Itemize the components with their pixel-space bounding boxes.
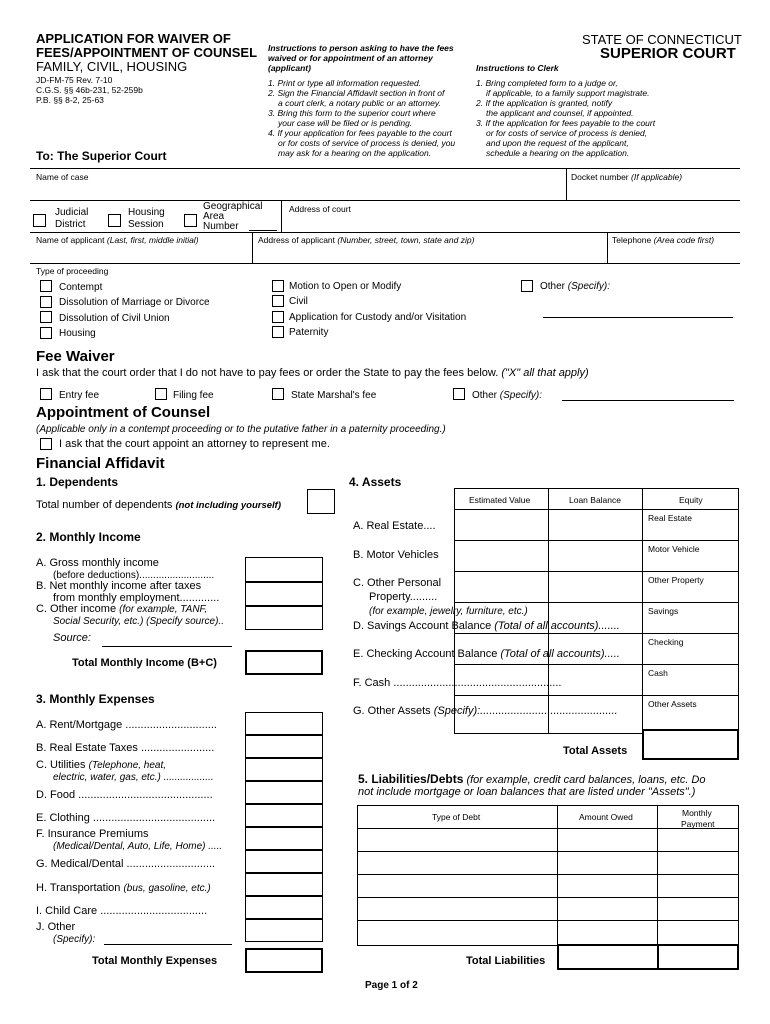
exp-j-label: J. Other — [36, 921, 76, 933]
housing-label: Housing — [128, 207, 165, 218]
geo-label-2: Area — [203, 211, 225, 222]
other-proceeding-label: Other (Specify): — [540, 281, 611, 292]
counsel-checkbox[interactable] — [40, 438, 52, 450]
equity-label-motor-vehicle: Motor Vehicle — [648, 544, 700, 554]
court-label: SUPERIOR COURT — [600, 45, 736, 62]
exp-a-label: A. Rent/Mortgage .............................. — [36, 719, 217, 731]
grid-line — [357, 897, 739, 898]
asset-c-sub: Property......... — [369, 591, 438, 603]
form-title-line2: FEES/APPOINTMENT OF COUNSEL — [36, 45, 258, 60]
income-source-label: Source: — [53, 632, 91, 644]
counsel-ask: I ask that the court appoint an attorney to represent me. — [59, 438, 330, 450]
grid-line — [252, 232, 253, 263]
exp-j-sub: (Specify): — [53, 934, 96, 945]
exp-d-label: D. Food ............................................ — [36, 789, 213, 801]
docket-field[interactable] — [568, 182, 738, 200]
income-a-label: A. Gross monthly income — [36, 557, 159, 569]
total-liab-monthly-field[interactable] — [660, 946, 737, 968]
dissolution-civil-checkbox[interactable] — [40, 311, 52, 323]
form-pb: P.B. §§ 8-2, 25-63 — [36, 95, 104, 105]
applicant-name-label: Name of applicant (Last, first, middle initial) — [36, 235, 199, 245]
grid-line — [557, 805, 558, 946]
grid-line — [566, 168, 567, 200]
col-monthly-2: Payment — [681, 819, 715, 829]
assets-title: 4. Assets — [349, 475, 402, 489]
income-b-label: B. Net monthly income after taxes — [36, 580, 202, 592]
contempt-label: Contempt — [59, 282, 103, 293]
filing-fee-label: Filing fee — [173, 390, 214, 401]
col-monthly-1: Monthly — [682, 808, 712, 818]
dissolution-civil-label: Dissolution of Civil Union — [59, 313, 170, 324]
paternity-checkbox[interactable] — [272, 326, 284, 338]
other-fee-label: Other (Specify): — [472, 390, 543, 401]
exp-e-box[interactable] — [245, 804, 323, 827]
exp-g-box[interactable] — [245, 850, 323, 873]
civil-checkbox[interactable] — [272, 295, 284, 307]
entry-fee-checkbox[interactable] — [40, 388, 52, 400]
exp-f-label: F. Insurance Premiums — [36, 828, 149, 840]
case-name-label: Name of case — [36, 172, 89, 182]
instr-clerk-7: and upon the request of the applicant, — [486, 138, 629, 148]
grid-line — [454, 602, 739, 603]
telephone-field[interactable] — [609, 246, 738, 262]
grid-line — [30, 232, 740, 233]
total-liab-label: Total Liabilities — [466, 955, 546, 967]
grid-line — [642, 488, 643, 734]
exp-b-box[interactable] — [245, 735, 323, 758]
other-fee-line[interactable] — [562, 400, 734, 401]
docket-label: Docket number (If applicable) — [571, 172, 683, 182]
liab-hint: not include mortgage or loan balances that are listed under "Assets".) — [358, 786, 696, 798]
income-b-sub: from monthly employment............. — [53, 592, 220, 604]
instr-person-5: your case will be filed or is pending. — [278, 118, 413, 128]
instr-clerk-5: 3. If the application for fees payable to the court — [476, 118, 656, 128]
case-name-field[interactable] — [32, 182, 562, 200]
income-a-box[interactable] — [245, 557, 323, 582]
fee-waiver-text: I ask that the court order that I do not have to pay fees or order the State to pay the fees below. ("X" all that apply) — [36, 367, 589, 379]
col-loan: Loan Balance — [569, 495, 621, 505]
income-c-box[interactable] — [245, 606, 323, 630]
grid-line — [454, 509, 739, 510]
grid-line — [30, 263, 740, 264]
filing-fee-checkbox[interactable] — [155, 388, 167, 400]
grid-line — [657, 805, 658, 946]
total-assets-label: Total Assets — [563, 745, 628, 757]
exp-c-label: C. Utilities (Telephone, heat, — [36, 759, 167, 771]
instr-clerk-4: the applicant and counsel, if appointed. — [486, 108, 634, 118]
exp-h-box[interactable] — [245, 873, 323, 896]
grid-line — [454, 695, 739, 696]
instr-clerk-title: Instructions to Clerk — [476, 63, 559, 73]
judicial-district-checkbox[interactable] — [33, 214, 46, 227]
state-label: STATE OF CONNECTICUT — [582, 32, 742, 47]
form-cgs: C.G.S. §§ 46b-231, 52-259b — [36, 85, 143, 95]
geo-label-1: Geographical — [203, 201, 263, 212]
custody-label: Application for Custody and/or Visitation — [289, 312, 467, 323]
grid-line — [281, 200, 282, 232]
equity-label-cash: Cash — [648, 668, 668, 678]
grid-line — [657, 945, 659, 969]
exp-f-sub: (Medical/Dental, Auto, Life, Home) ..... — [53, 841, 223, 852]
income-total-box[interactable] — [245, 650, 323, 675]
housing-session-checkbox[interactable] — [108, 214, 121, 227]
asset-a-label: A. Real Estate.... — [353, 520, 436, 532]
housing-proceeding-label: Housing — [59, 328, 96, 339]
income-title: 2. Monthly Income — [36, 530, 141, 544]
custody-checkbox[interactable] — [272, 311, 284, 323]
instr-clerk-6: or for costs of service of process is denied, — [486, 128, 648, 138]
motion-label: Motion to Open or Modify — [289, 281, 402, 292]
counsel-title: Appointment of Counsel — [36, 404, 211, 421]
form-id: JD-FM-75 Rev. 7-10 — [36, 75, 113, 85]
grid-line — [548, 488, 549, 734]
equity-label-other-property: Other Property — [648, 575, 704, 585]
dependents-title: 1. Dependents — [36, 475, 119, 489]
instr-person-title: Instructions to person asking to have the fees waived or for appointment of an attorney (applicant) — [268, 43, 454, 73]
instr-person-4: 3. Bring this form to the superior court where — [268, 108, 436, 118]
exp-b-label: B. Real Estate Taxes ........................ — [36, 742, 215, 754]
housing-proceeding-checkbox[interactable] — [40, 327, 52, 339]
col-owed: Amount Owed — [579, 812, 633, 822]
dissolution-marriage-label: Dissolution of Marriage or Divorce — [59, 297, 210, 308]
total-assets-box[interactable] — [642, 729, 739, 760]
contempt-checkbox[interactable] — [40, 280, 52, 292]
other-proceeding-checkbox[interactable] — [521, 280, 533, 292]
col-type: Type of Debt — [432, 812, 481, 822]
district-label: District — [55, 219, 86, 230]
exp-c-box[interactable] — [245, 758, 323, 781]
page-number: Page 1 of 2 — [365, 980, 418, 991]
grid-line — [607, 232, 608, 263]
asset-c-label: C. Other Personal — [353, 577, 442, 589]
geo-number-line[interactable] — [249, 230, 277, 231]
instr-person-6: 4. If your application for fees payable to the court — [268, 128, 452, 138]
asset-f-label: F. Cash ....................................................... — [353, 677, 562, 689]
court-address-field[interactable] — [284, 214, 738, 232]
paternity-label: Paternity — [289, 327, 329, 338]
total-liab-owed-field[interactable] — [559, 946, 655, 968]
grid-line — [357, 874, 739, 875]
income-b-box[interactable] — [245, 582, 323, 606]
income-total-label: Total Monthly Income (B+C) — [72, 657, 217, 669]
exp-c-sub: electric, water, gas, etc.) .................. — [53, 772, 214, 783]
asset-b-label: B. Motor Vehicles — [353, 549, 439, 561]
judicial-label: Judicial — [55, 207, 89, 218]
applicant-address-field[interactable] — [254, 246, 604, 262]
civil-label: Civil — [289, 296, 308, 307]
instr-person-1: 1. Print or type all information requested. — [268, 78, 422, 88]
dependents-box[interactable] — [307, 489, 335, 514]
equity-label-savings: Savings — [648, 606, 679, 616]
instr-person-7: or for costs of service of process is denied, you — [278, 138, 456, 148]
asset-d-label: D. Savings Account Balance (Total of all accounts)....... — [353, 620, 620, 632]
other-fee-checkbox[interactable] — [453, 388, 465, 400]
exp-e-label: E. Clothing ........................................ — [36, 812, 216, 824]
asset-g-label: G. Other Assets (Specify):............................................. — [353, 705, 618, 717]
to-court: To: The Superior Court — [36, 149, 167, 163]
col-estimated: Estimated Value — [469, 495, 531, 505]
equity-label-other-assets: Other Assets — [648, 699, 697, 709]
income-source-line[interactable] — [102, 646, 232, 647]
proceeding-label: Type of proceeding — [36, 266, 109, 276]
geo-label-3: Number — [203, 221, 239, 232]
exp-total-box[interactable] — [245, 948, 323, 973]
form-title-line1: APPLICATION FOR WAIVER OF — [36, 31, 231, 46]
instr-clerk-3: 2. If the application is granted, notify — [476, 98, 613, 108]
fee-waiver-title: Fee Waiver — [36, 348, 115, 365]
applicant-address-label: Address of applicant (Number, street, town, state and zip) — [258, 235, 475, 245]
instr-person-2: 2. Sign the Financial Affidavit section in front of — [268, 88, 445, 98]
grid-line — [454, 633, 739, 634]
telephone-label: Telephone (Area code first) — [612, 235, 715, 245]
grid-line — [30, 168, 740, 169]
equity-label-real-estate: Real Estate — [648, 513, 692, 523]
exp-h-label: H. Transportation (bus, gasoline, etc.) — [36, 882, 211, 894]
col-equity: Equity — [679, 495, 703, 505]
exp-g-label: G. Medical/Dental ............................. — [36, 858, 216, 870]
motion-checkbox[interactable] — [272, 280, 284, 292]
court-address-label: Address of court — [289, 204, 351, 214]
exp-i-box[interactable] — [245, 896, 323, 919]
session-label: Session — [128, 219, 164, 230]
form-title-line3: FAMILY, CIVIL, HOUSING — [36, 59, 188, 74]
dependents-text: Total number of dependents (not including yourself) — [36, 499, 281, 511]
asset-e-label: E. Checking Account Balance (Total of all accounts)..... — [353, 648, 620, 660]
applicant-name-field[interactable] — [32, 246, 250, 262]
dissolution-marriage-checkbox[interactable] — [40, 296, 52, 308]
grid-line — [454, 571, 739, 572]
grid-line — [454, 664, 739, 665]
grid-line — [357, 851, 739, 852]
instr-person-8: may ask for a hearing on the application. — [278, 148, 432, 158]
equity-label-checking: Checking — [648, 637, 684, 647]
exp-a-box[interactable] — [245, 712, 323, 735]
income-c-sub: Social Security, etc.) (Specify source).. — [53, 616, 224, 627]
affidavit-title: Financial Affidavit — [36, 455, 165, 472]
income-c-label: C. Other income (for example, TANF, — [36, 603, 208, 615]
exp-total-label: Total Monthly Expenses — [92, 955, 218, 967]
exp-other-line[interactable] — [104, 944, 232, 945]
exp-i-label: I. Child Care ................................... — [36, 905, 208, 917]
instr-clerk-8: schedule a hearing on the application. — [486, 148, 630, 158]
liab-title: 5. Liabilities/Debts (for example, credit card balances, loans, etc. Do — [358, 772, 706, 786]
entry-fee-label: Entry fee — [59, 390, 100, 401]
income-a-sub: (before deductions)........................... — [53, 570, 215, 581]
geographical-area-checkbox[interactable] — [184, 214, 197, 227]
instr-clerk-2: if applicable, to a family support magistrate. — [486, 88, 650, 98]
grid-line — [454, 540, 739, 541]
instr-person-3: a court clerk, a notary public or an attorney. — [278, 98, 441, 108]
marshal-fee-label: State Marshal's fee — [291, 390, 377, 401]
grid-line — [357, 920, 739, 921]
expenses-title: 3. Monthly Expenses — [36, 692, 155, 706]
instr-clerk-1: 1. Bring completed form to a judge or, — [476, 78, 618, 88]
exp-f-box[interactable] — [245, 827, 323, 850]
marshal-fee-checkbox[interactable] — [272, 388, 284, 400]
counsel-note: (Applicable only in a contempt proceeding or to the putative father in a paternity proceeding.) — [36, 424, 446, 435]
exp-d-box[interactable] — [245, 781, 323, 804]
exp-j-box[interactable] — [245, 919, 323, 942]
asset-c-hint: (for example, jewelry, furniture, etc.) — [369, 606, 528, 617]
grid-line — [30, 200, 740, 201]
other-proceeding-line[interactable] — [543, 317, 733, 318]
